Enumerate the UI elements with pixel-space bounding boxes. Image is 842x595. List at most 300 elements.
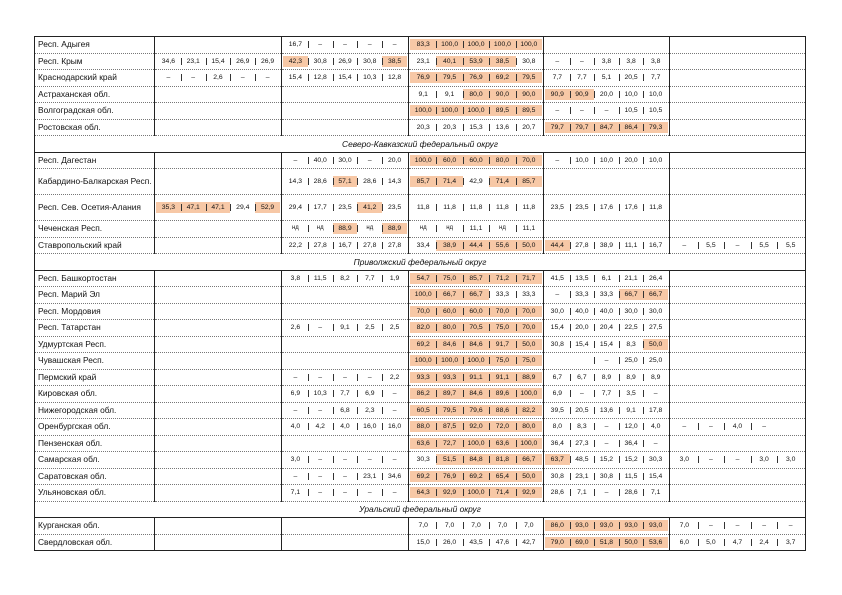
value-cell: 11,8 bbox=[516, 202, 542, 213]
value-cell: 33,3 bbox=[570, 289, 595, 300]
value-group-cell bbox=[409, 287, 544, 304]
value-cell: 17,6 bbox=[619, 202, 644, 213]
value-cell: 15,4 bbox=[570, 339, 595, 350]
value-cell: 42,3 bbox=[283, 56, 308, 67]
value-cell: 93,3 bbox=[436, 372, 462, 383]
value-cell: 10,5 bbox=[643, 105, 668, 116]
value-cell: 12,8 bbox=[382, 72, 407, 83]
value-group-cell bbox=[282, 303, 409, 320]
value-cell: 7,1 bbox=[643, 487, 668, 498]
value-cell: 88,9 bbox=[382, 223, 407, 234]
value-group-cell bbox=[155, 237, 282, 254]
value-cell: 38,5 bbox=[489, 56, 515, 67]
value-cell: 100,0 bbox=[436, 105, 462, 116]
value-cell: нд bbox=[419, 225, 427, 232]
value-cell: 93,3 bbox=[410, 372, 436, 383]
value-cell: 4,0 bbox=[290, 423, 301, 431]
value-cell: 27,8 bbox=[570, 240, 595, 251]
value-cell: 41,2 bbox=[357, 202, 382, 213]
value-cell: 79,0 bbox=[545, 537, 570, 548]
value-cell: 3,0 bbox=[751, 454, 778, 465]
value-cell: 28,6 bbox=[619, 487, 644, 498]
value-cell: 10,0 bbox=[619, 89, 644, 100]
value-group-cell bbox=[282, 336, 409, 353]
value-group-cell bbox=[544, 53, 670, 70]
value-cell: 5,5 bbox=[751, 240, 778, 251]
value-group-cell bbox=[670, 103, 806, 120]
value-group-cell bbox=[670, 369, 806, 386]
value-cell: 30,0 bbox=[550, 307, 564, 315]
value-cell: 11,1 bbox=[619, 240, 644, 251]
value-cell: – bbox=[166, 74, 171, 82]
value-cell: 50,0 bbox=[619, 537, 644, 548]
value-cell: 23,5 bbox=[550, 204, 564, 211]
value-cell: 5,1 bbox=[594, 72, 619, 83]
value-cell: 71,7 bbox=[516, 273, 542, 284]
value-cell: 71,4 bbox=[489, 176, 515, 187]
region-name: Респ. Сев. Осетия-Алания bbox=[35, 195, 155, 221]
value-cell: 90,0 bbox=[516, 89, 542, 100]
value-cell: 22,5 bbox=[619, 322, 644, 333]
value-cell: 88,9 bbox=[516, 372, 542, 383]
value-cell: 89,7 bbox=[436, 388, 462, 399]
value-cell: 89,5 bbox=[516, 105, 542, 116]
value-group-cell bbox=[670, 386, 806, 403]
value-cell: 34,6 bbox=[161, 57, 176, 65]
district-name: Северо-Кавказский федеральный округ bbox=[35, 136, 806, 153]
value-cell: 3,0 bbox=[290, 456, 301, 464]
value-cell: – bbox=[181, 72, 206, 83]
value-cell: 6,1 bbox=[594, 273, 619, 284]
value-cell: 30,3 bbox=[416, 456, 430, 464]
value-cell: 21,1 bbox=[619, 273, 644, 284]
value-cell: – bbox=[570, 388, 595, 399]
value-group-cell bbox=[282, 369, 409, 386]
value-group-cell bbox=[409, 468, 544, 485]
value-cell: 6,9 bbox=[552, 390, 563, 398]
value-group-cell bbox=[409, 237, 544, 254]
value-group-cell bbox=[544, 270, 670, 287]
value-cell: 20,4 bbox=[594, 322, 619, 333]
value-group-cell bbox=[409, 518, 544, 535]
value-cell: 53,9 bbox=[463, 56, 489, 67]
value-cell: 30,8 bbox=[308, 56, 333, 67]
value-cell: 70,0 bbox=[516, 322, 542, 333]
value-cell: 100,0 bbox=[463, 487, 489, 498]
value-cell: – bbox=[643, 388, 668, 399]
value-group-cell bbox=[282, 86, 409, 103]
table-row bbox=[35, 37, 806, 54]
value-cell: 8,2 bbox=[333, 273, 358, 284]
value-cell: 91,1 bbox=[463, 372, 489, 383]
value-cell: 15,3 bbox=[463, 122, 489, 133]
value-cell: 9,1 bbox=[418, 90, 428, 98]
region-name: Саратовская обл. bbox=[35, 468, 155, 485]
value-cell: 42,7 bbox=[516, 537, 542, 548]
value-cell: 5,5 bbox=[698, 240, 725, 251]
value-group-cell bbox=[670, 287, 806, 304]
value-cell: 15,2 bbox=[619, 454, 644, 465]
value-cell: 22,2 bbox=[288, 241, 303, 249]
value-cell: 35,3 bbox=[156, 202, 181, 213]
value-cell: 38,9 bbox=[594, 240, 619, 251]
value-cell: – bbox=[308, 454, 333, 465]
region-name: Краснодарский край bbox=[35, 70, 155, 87]
value-group-cell bbox=[670, 336, 806, 353]
value-cell: 20,3 bbox=[436, 122, 462, 133]
value-cell: 20,3 bbox=[416, 123, 430, 131]
value-cell: 50,0 bbox=[516, 240, 542, 251]
value-cell: 7,0 bbox=[418, 522, 428, 530]
value-cell: 26,9 bbox=[255, 56, 280, 67]
value-cell: 4,0 bbox=[724, 421, 751, 432]
value-cell: 3,8 bbox=[643, 56, 668, 67]
value-cell: 8,9 bbox=[594, 372, 619, 383]
value-group-cell bbox=[155, 303, 282, 320]
value-group-cell bbox=[155, 287, 282, 304]
value-cell: 16,0 bbox=[382, 421, 407, 432]
value-cell: 23,5 bbox=[382, 202, 407, 213]
value-cell: 2,2 bbox=[382, 372, 407, 383]
value-group-cell bbox=[409, 320, 544, 337]
region-name: Респ. Крым bbox=[35, 53, 155, 70]
value-group-cell bbox=[155, 37, 282, 54]
value-cell: – bbox=[594, 105, 619, 116]
value-cell: 25,0 bbox=[619, 355, 644, 366]
table-row bbox=[35, 534, 806, 551]
value-cell: 100,0 bbox=[436, 355, 462, 366]
value-cell: 10,0 bbox=[643, 155, 668, 166]
value-cell: 7,7 bbox=[594, 388, 619, 399]
value-cell: 100,0 bbox=[516, 438, 542, 449]
value-group-cell bbox=[155, 103, 282, 120]
value-group-cell bbox=[409, 452, 544, 469]
value-group-cell bbox=[544, 169, 670, 195]
value-cell: 92,0 bbox=[463, 421, 489, 432]
value-cell: 11,8 bbox=[489, 202, 515, 213]
value-cell: 23,1 bbox=[570, 471, 595, 482]
value-cell: 23,1 bbox=[416, 57, 430, 65]
region-name: Респ. Марий Эл bbox=[35, 287, 155, 304]
value-cell: 60,5 bbox=[410, 405, 436, 416]
value-group-cell bbox=[670, 152, 806, 169]
value-cell: 20,0 bbox=[594, 89, 619, 100]
value-group-cell bbox=[155, 195, 282, 221]
value-group-cell bbox=[282, 270, 409, 287]
value-cell: 76,9 bbox=[410, 72, 436, 83]
value-cell: 28,6 bbox=[550, 489, 564, 497]
value-cell: 91,7 bbox=[489, 339, 515, 350]
value-cell: – bbox=[382, 39, 407, 50]
value-cell: 1,9 bbox=[382, 273, 407, 284]
value-cell: 84,6 bbox=[463, 339, 489, 350]
value-cell: 4,7 bbox=[724, 537, 751, 548]
value-cell: – bbox=[724, 240, 751, 251]
table-row bbox=[35, 435, 806, 452]
value-cell: 79,7 bbox=[570, 122, 595, 133]
table-row bbox=[35, 287, 806, 304]
value-cell: 89,6 bbox=[489, 388, 515, 399]
value-group-cell bbox=[544, 237, 670, 254]
value-cell: – bbox=[777, 520, 804, 531]
value-cell: 7,7 bbox=[333, 388, 358, 399]
value-cell: 84,8 bbox=[463, 454, 489, 465]
district-name: Приволжский федеральный округ bbox=[35, 254, 806, 271]
value-cell: 12,0 bbox=[619, 421, 644, 432]
value-cell: 86,2 bbox=[410, 388, 436, 399]
value-cell: 66,7 bbox=[516, 454, 542, 465]
value-cell: нд bbox=[357, 223, 382, 234]
region-name: Респ. Дагестан bbox=[35, 152, 155, 169]
value-cell: 80,0 bbox=[463, 89, 489, 100]
value-cell: 86,0 bbox=[545, 520, 570, 531]
value-cell: – bbox=[308, 372, 333, 383]
value-group-cell bbox=[282, 37, 409, 54]
table-row bbox=[35, 369, 806, 386]
value-cell: – bbox=[293, 472, 298, 480]
value-cell: – bbox=[382, 388, 407, 399]
value-cell: 71,4 bbox=[436, 176, 462, 187]
value-cell: 4,0 bbox=[643, 421, 668, 432]
value-cell: 66,7 bbox=[643, 289, 668, 300]
value-cell: 47,6 bbox=[489, 537, 515, 548]
table-row bbox=[35, 70, 806, 87]
value-cell: 27,8 bbox=[357, 240, 382, 251]
value-cell: 15,4 bbox=[333, 72, 358, 83]
data-table bbox=[34, 36, 806, 551]
value-group-cell bbox=[670, 195, 806, 221]
value-cell: – bbox=[682, 423, 687, 431]
value-cell: 15,4 bbox=[206, 56, 231, 67]
table-row bbox=[35, 152, 806, 169]
value-group-cell bbox=[544, 221, 670, 238]
value-group-cell bbox=[409, 37, 544, 54]
value-cell: 93,0 bbox=[594, 520, 619, 531]
value-cell: 55,6 bbox=[489, 240, 515, 251]
value-group-cell bbox=[282, 518, 409, 535]
value-cell: 72,0 bbox=[489, 421, 515, 432]
value-cell: 43,5 bbox=[463, 537, 489, 548]
value-group-cell bbox=[544, 303, 670, 320]
value-cell: – bbox=[333, 454, 358, 465]
value-cell: 63,6 bbox=[489, 438, 515, 449]
value-cell: 7,1 bbox=[290, 489, 301, 497]
value-cell: 50,0 bbox=[643, 339, 668, 350]
value-cell: 88,6 bbox=[489, 405, 515, 416]
value-cell: 11,5 bbox=[308, 273, 333, 284]
value-cell: 30,3 bbox=[643, 454, 668, 465]
value-cell: – bbox=[308, 471, 333, 482]
table-row bbox=[35, 468, 806, 485]
table-row bbox=[35, 303, 806, 320]
value-cell: 2,5 bbox=[382, 322, 407, 333]
value-cell: – bbox=[357, 39, 382, 50]
value-group-cell bbox=[409, 86, 544, 103]
value-cell: 60,0 bbox=[463, 306, 489, 317]
value-group-cell bbox=[670, 237, 806, 254]
value-cell: 36,4 bbox=[619, 438, 644, 449]
value-cell: 30,8 bbox=[594, 471, 619, 482]
value-cell: 10,5 bbox=[619, 105, 644, 116]
value-group-cell bbox=[670, 353, 806, 370]
value-group-cell bbox=[544, 534, 670, 551]
district-name: Уральский федеральный округ bbox=[35, 501, 806, 518]
value-group-cell bbox=[155, 485, 282, 502]
value-cell: 10,0 bbox=[570, 155, 595, 166]
value-cell: 75,0 bbox=[489, 355, 515, 366]
value-cell: 34,6 bbox=[382, 471, 407, 482]
value-cell: 90,0 bbox=[489, 89, 515, 100]
region-name: Астраханская обл. bbox=[35, 86, 155, 103]
value-cell: нд bbox=[291, 225, 299, 232]
value-cell: 14,3 bbox=[382, 176, 407, 187]
value-cell: 85,7 bbox=[410, 176, 436, 187]
value-cell: 7,7 bbox=[552, 74, 563, 82]
value-cell: 91,1 bbox=[489, 372, 515, 383]
value-cell: 30,8 bbox=[516, 56, 542, 67]
region-name: Кировская обл. bbox=[35, 386, 155, 403]
value-cell: 26,9 bbox=[230, 56, 255, 67]
value-cell: 12,8 bbox=[308, 72, 333, 83]
value-group-cell bbox=[409, 53, 544, 70]
value-cell: 48,5 bbox=[570, 454, 595, 465]
value-cell: – bbox=[357, 487, 382, 498]
value-cell: 92,9 bbox=[436, 487, 462, 498]
value-group-cell bbox=[544, 435, 670, 452]
region-name: Ростовская обл. bbox=[35, 119, 155, 136]
value-cell: 5,5 bbox=[777, 240, 804, 251]
table-row bbox=[35, 518, 806, 535]
value-cell: 63,6 bbox=[410, 438, 436, 449]
value-cell: 80,0 bbox=[516, 421, 542, 432]
value-group-cell bbox=[155, 119, 282, 136]
value-cell: 23,1 bbox=[181, 56, 206, 67]
value-group-cell bbox=[544, 353, 670, 370]
value-cell: 7,7 bbox=[643, 72, 668, 83]
value-cell: – bbox=[382, 487, 407, 498]
value-cell: 2,4 bbox=[751, 537, 778, 548]
value-cell: 23,1 bbox=[357, 471, 382, 482]
region-name: Оренбургская обл. bbox=[35, 419, 155, 436]
value-cell: 60,0 bbox=[436, 155, 462, 166]
value-cell: – bbox=[555, 57, 560, 65]
value-cell: 88,0 bbox=[410, 421, 436, 432]
value-cell: 8,3 bbox=[570, 421, 595, 432]
value-cell: нд bbox=[489, 223, 515, 234]
table-row bbox=[35, 103, 806, 120]
value-group-cell bbox=[282, 435, 409, 452]
value-cell: – bbox=[643, 438, 668, 449]
value-group-cell bbox=[409, 169, 544, 195]
value-cell: 25,0 bbox=[643, 355, 668, 366]
value-cell: 10,0 bbox=[643, 89, 668, 100]
value-cell: 80,0 bbox=[489, 155, 515, 166]
value-group-cell bbox=[670, 435, 806, 452]
value-cell: – bbox=[357, 454, 382, 465]
value-cell: 17,6 bbox=[594, 202, 619, 213]
value-cell: – bbox=[333, 471, 358, 482]
value-cell: 50,0 bbox=[516, 339, 542, 350]
value-cell: 100,0 bbox=[410, 105, 436, 116]
value-cell: – bbox=[308, 39, 333, 50]
region-name: Волгоградская обл. bbox=[35, 103, 155, 120]
value-cell: – bbox=[333, 39, 358, 50]
value-group-cell bbox=[282, 485, 409, 502]
value-group-cell bbox=[544, 152, 670, 169]
value-cell: 89,5 bbox=[489, 105, 515, 116]
value-cell: 40,1 bbox=[436, 56, 462, 67]
value-cell: 85,7 bbox=[516, 176, 542, 187]
value-group-cell bbox=[544, 402, 670, 419]
value-group-cell bbox=[670, 70, 806, 87]
value-cell: 47,1 bbox=[206, 202, 231, 213]
value-cell: – bbox=[698, 454, 725, 465]
region-name: Респ. Адыгея bbox=[35, 37, 155, 54]
value-cell: – bbox=[698, 520, 725, 531]
value-group-cell bbox=[670, 402, 806, 419]
value-cell: 3,0 bbox=[679, 456, 690, 464]
value-cell: 100,0 bbox=[410, 155, 436, 166]
value-cell: нд bbox=[436, 223, 462, 234]
value-group-cell bbox=[155, 336, 282, 353]
value-group-cell bbox=[282, 237, 409, 254]
value-cell: 44,4 bbox=[545, 240, 570, 251]
value-cell: 100,0 bbox=[436, 39, 462, 50]
region-name: Удмуртская Респ. bbox=[35, 336, 155, 353]
value-group-cell bbox=[155, 152, 282, 169]
value-group-cell bbox=[544, 485, 670, 502]
value-cell: 2,6 bbox=[290, 324, 301, 332]
value-cell: 15,4 bbox=[643, 471, 668, 482]
value-group-cell bbox=[282, 152, 409, 169]
value-cell: 100,0 bbox=[410, 289, 436, 300]
value-cell: 66,7 bbox=[436, 289, 462, 300]
value-cell: 79,5 bbox=[436, 72, 462, 83]
value-cell: 69,2 bbox=[463, 471, 489, 482]
value-cell: 33,4 bbox=[416, 241, 430, 249]
value-cell: 5,0 bbox=[698, 537, 725, 548]
region-name: Самарская обл. bbox=[35, 452, 155, 469]
value-cell: 100,0 bbox=[489, 39, 515, 50]
value-cell: – bbox=[698, 421, 725, 432]
value-group-cell bbox=[670, 518, 806, 535]
value-cell: 27,8 bbox=[382, 240, 407, 251]
region-name: Нижегородская обл. bbox=[35, 402, 155, 419]
value-group-cell bbox=[409, 270, 544, 287]
value-cell: 3,0 bbox=[777, 454, 804, 465]
value-cell: 51,5 bbox=[436, 454, 462, 465]
value-cell: 30,8 bbox=[550, 340, 564, 348]
value-group-cell bbox=[670, 221, 806, 238]
value-cell: 3,8 bbox=[290, 274, 301, 282]
value-cell: – bbox=[333, 372, 358, 383]
value-group-cell bbox=[670, 320, 806, 337]
table-row bbox=[35, 336, 806, 353]
value-group-cell bbox=[544, 37, 670, 54]
value-cell: 70,5 bbox=[463, 322, 489, 333]
value-cell: – bbox=[570, 56, 595, 67]
value-cell: 53,6 bbox=[643, 537, 668, 548]
value-cell: 6,9 bbox=[290, 390, 301, 398]
value-cell: 70,0 bbox=[489, 306, 515, 317]
value-cell: 13,6 bbox=[594, 405, 619, 416]
region-name: Чеченская Респ. bbox=[35, 221, 155, 238]
table-row bbox=[35, 485, 806, 502]
value-cell: 16,7 bbox=[333, 240, 358, 251]
value-cell: – bbox=[751, 520, 778, 531]
value-group-cell bbox=[544, 320, 670, 337]
value-group-cell bbox=[544, 386, 670, 403]
